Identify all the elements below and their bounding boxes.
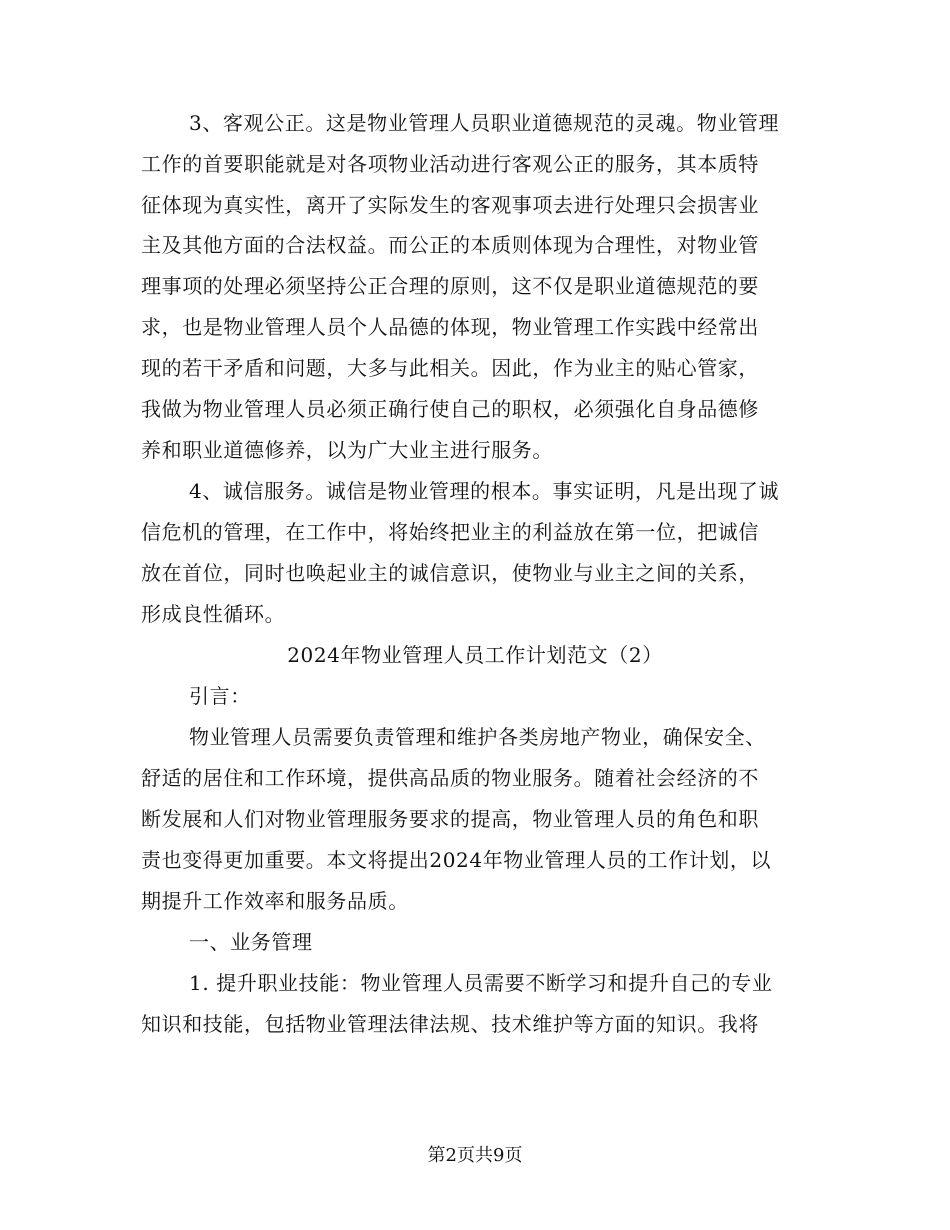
paragraph-line: 引言： [189,684,251,708]
paragraph-line: 放在首位，同时也唤起业主的诚信意识，使物业与业主之间的关系， [141,561,759,585]
paragraph-line: 工作的首要职能就是对各项物业活动进行客观公正的服务，其本质特 [141,152,759,176]
page-number-footer: 第2页共9页 [427,1145,523,1166]
paragraph-line: 断发展和人们对物业管理服务要求的提高，物业管理人员的角色和职 [141,807,759,831]
subsection-heading: 一、业务管理 [189,930,313,954]
paragraph-line: 舒适的居住和工作环境，提供高品质的物业服务。随着社会经济的不 [141,766,759,790]
paragraph-line: 期提升工作效率和服务品质。 [141,889,409,913]
paragraph-line: 物业管理人员需要负责管理和维护各类房地产物业，确保安全、 [189,725,766,749]
paragraph-line: 征体现为真实性，离开了实际发生的客观事项去进行处理只会损害业 [141,193,759,217]
paragraph-line: 形成良性循环。 [141,602,286,626]
paragraph-line: 求，也是物业管理人员个人品德的体现，物业管理工作实践中经常出 [141,315,759,339]
paragraph-line: 4、诚信服务。诚信是物业管理的根本。事实证明，凡是出现了诚 [189,479,780,503]
paragraph-line: 1. 提升职业技能：物业管理人员需要不断学习和提升自己的专业 [189,971,773,995]
paragraph-line: 知识和技能，包括物业管理法律法规、技术维护等方面的知识。我将 [141,1012,759,1036]
paragraph-line: 责也变得更加重要。本文将提出2024年物业管理人员的工作计划，以 [141,848,772,872]
paragraph-line: 主及其他方面的合法权益。而公正的本质则体现为合理性，对物业管 [141,233,759,257]
section-title: 2024年物业管理人员工作计划范文（2） [287,643,663,667]
paragraph-line: 养和职业道德修养，以为广大业主进行服务。 [141,438,553,462]
paragraph-line: 3、客观公正。这是物业管理人员职业道德规范的灵魂。物业管理 [189,111,780,135]
paragraph-line: 我做为物业管理人员必须正确行使自己的职权，必须强化自身品德修 [141,397,759,421]
paragraph-line: 信危机的管理，在工作中，将始终把业主的利益放在第一位，把诚信 [141,520,759,544]
paragraph-line: 现的若干矛盾和问题，大多与此相关。因此，作为业主的贴心管家， [141,356,759,380]
paragraph-line: 理事项的处理必须坚持公正合理的原则，这不仅是职业道德规范的要 [141,274,759,298]
